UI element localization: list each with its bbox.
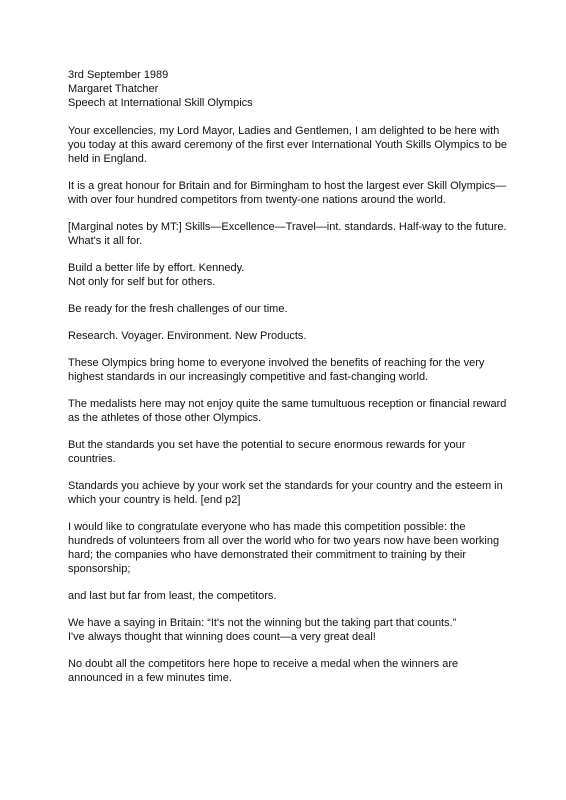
speech-paragraph: [68, 356, 508, 384]
speaker-name: Margaret Thatcher: [68, 83, 159, 95]
paragraph-line: These Olympics bring home to everyone involved the benefits of reaching for the very highest standards in our increasingly competitive and fast-changing world.: [68, 357, 485, 383]
speech-title: Speech at International Skill Olympics: [68, 97, 253, 109]
document-header: [68, 68, 508, 110]
paragraph-line: We have a saying in Britain: “It's not the winning but the taking part that counts.”: [68, 617, 457, 629]
paragraph-line: Standards you achieve by your work set the standards for your country and the esteem in which your country is held. [end p2]: [68, 480, 503, 506]
paragraph-line: Research. Voyager. Environment. New Products.: [68, 330, 307, 342]
speech-paragraph: [68, 261, 508, 289]
speech-paragraph: [68, 657, 508, 685]
speech-paragraph: [68, 479, 508, 507]
speech-paragraph: [68, 220, 508, 248]
paragraph-line: [Marginal notes by MT:] Skills—Excellence—Travel—int. standards. Half-way to the future.: [68, 221, 507, 233]
paragraph-line: I've always thought that winning does count—a very great deal!: [68, 631, 376, 643]
speech-paragraph: [68, 397, 508, 425]
speech-paragraph: [68, 589, 508, 603]
speech-paragraph: [68, 124, 508, 166]
paragraph-line: Your excellencies, my Lord Mayor, Ladies and Gentlemen, I am delighted to be here with you today at this award ceremony of the first ever International Youth Skills Olympics to be held in England.: [68, 125, 508, 165]
paragraph-line: But the standards you set have the potential to secure enormous rewards for your countries.: [68, 439, 466, 465]
paragraph-line: What's it all for.: [68, 235, 143, 247]
paragraph-line: No doubt all the competitors here hope to receive a medal when the winners are announced in a few minutes time.: [68, 658, 459, 684]
speech-paragraph: [68, 329, 508, 343]
paragraph-line: Not only for self but for others.: [68, 276, 216, 288]
speech-paragraph: [68, 302, 508, 316]
speech-body: [68, 124, 508, 685]
speech-paragraph: [68, 179, 508, 207]
speech-paragraph: [68, 438, 508, 466]
paragraph-line: I would like to congratulate everyone who has made this competition possible: the hundreds of volunteers from all over the world who for two years now have been working hard; the companies who have demonstrated their commitment to training by their sponsorship;: [68, 521, 500, 575]
speech-paragraph: [68, 520, 508, 576]
paragraph-line: Build a better life by effort. Kennedy.: [68, 262, 245, 274]
document-page: [68, 68, 508, 698]
speech-paragraph: [68, 616, 508, 644]
speech-date: 3rd September 1989: [68, 69, 169, 81]
paragraph-line: Be ready for the fresh challenges of our time.: [68, 303, 288, 315]
paragraph-line: The medalists here may not enjoy quite the same tumultuous reception or financial reward as the athletes of those other Olympics.: [68, 398, 507, 424]
paragraph-line: and last but far from least, the competitors.: [68, 590, 277, 602]
paragraph-line: It is a great honour for Britain and for Birmingham to host the largest ever Skill Olympics—with over four hundred competitors from twenty-one nations around the world.: [68, 180, 507, 206]
